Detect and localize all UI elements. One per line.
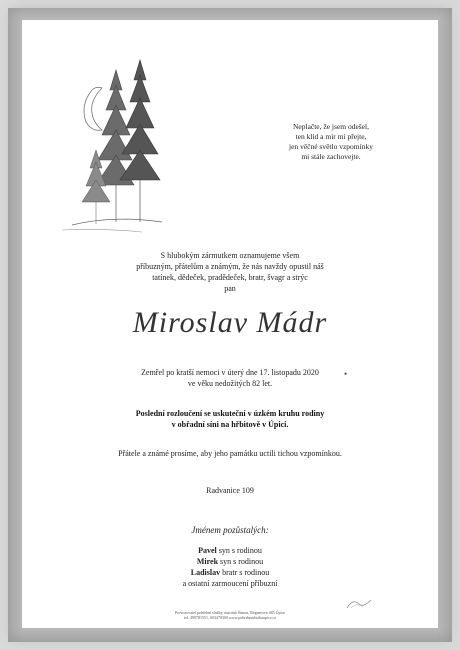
poem-line: jen věčné světlo vzpomínky — [289, 142, 373, 151]
survivor-role: bratr s rodinou — [222, 568, 270, 577]
footer-line: Provozovatel pohřební služby, martinů Šimon, Regnerova 485 Úpice — [174, 610, 286, 615]
address: Radvanice 109 — [206, 486, 254, 495]
survivor-name: Pavel — [198, 546, 217, 555]
intro-line: příbuzným, přátelům a známým, že nás navždy opustil náš — [136, 262, 324, 271]
mark-dot: • — [344, 369, 348, 379]
friends-request: Přátele a známé prosíme, aby jeho památku uctili tichou vzpomínkou. — [118, 449, 342, 458]
poem-line: mi stále zachovejte. — [301, 152, 361, 161]
poem-line: Neplačte, že jsem odešel, — [292, 122, 369, 131]
announcement-intro — [90, 250, 370, 294]
funeral-line: Poslední rozloučení se uskuteční v úzkém kruhu rodiny — [135, 409, 325, 418]
poem — [266, 122, 396, 162]
corner-ornament-icon — [345, 596, 373, 610]
intro-line: tatínek, dědeček, pradědeček, bratr, švagr a strýc — [152, 273, 308, 282]
tree-illustration — [52, 50, 182, 240]
survivor-name: Ladislav — [190, 568, 221, 577]
intro-line: S hlubokým zármutkem oznamujeme všem — [160, 251, 300, 260]
deceased-name: Miroslav Mádr — [132, 306, 328, 339]
survivor-line — [120, 578, 340, 589]
funeral-info — [70, 408, 390, 430]
survivor-line — [120, 545, 340, 556]
survivor-role: a ostatní zarmoucení příbuzní — [182, 579, 278, 588]
intro-line: pan — [224, 284, 236, 293]
survivor-line — [120, 556, 340, 567]
poem-line: ten klid a mír mi přejte, — [295, 132, 367, 141]
death-line: Zemřel po kratší nemoci v úterý dne 17. listopadu 2020 — [141, 368, 319, 377]
death-details — [80, 367, 380, 389]
death-line: ve věku nedožitých 82 let. — [187, 379, 273, 388]
survivor-line — [120, 567, 340, 578]
footer-line: tel. 499781551, 603478300 www.pohrebnisluzbaupice.cz — [183, 615, 277, 620]
survivor-name: Mirek — [196, 557, 219, 566]
funeral-line: v obřadní síni na hřbitově v Úpici. — [171, 420, 289, 429]
survivor-role: syn s rodinou — [218, 546, 262, 555]
survivors-title: Jménem pozůstalých: — [191, 525, 269, 535]
funeral-service-footer — [130, 610, 330, 620]
survivors-list — [120, 545, 340, 589]
survivor-role: syn s rodinou — [220, 557, 264, 566]
